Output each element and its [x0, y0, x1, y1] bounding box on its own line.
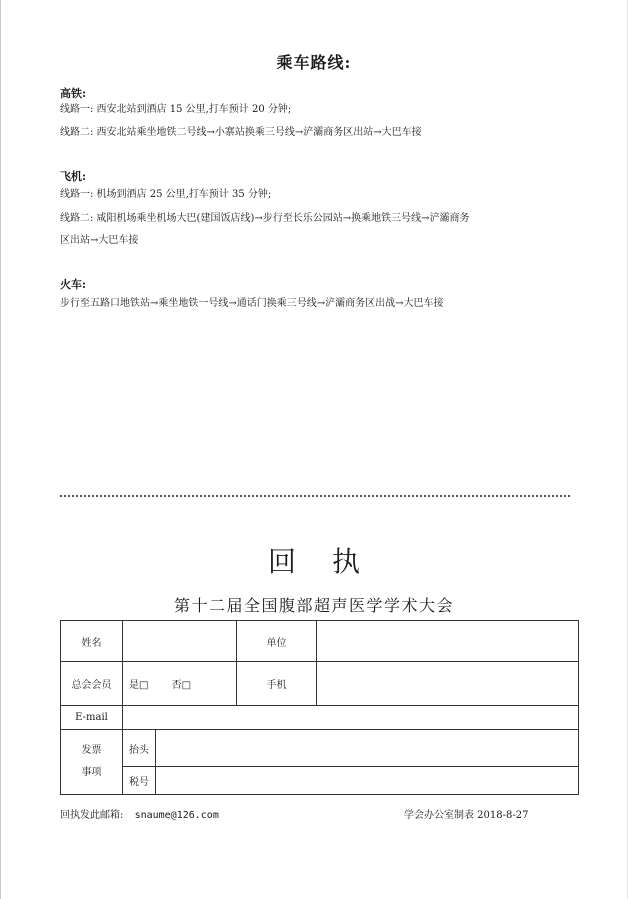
email-field[interactable] [123, 706, 579, 730]
section-heading-train: 火车: [60, 278, 87, 291]
route-line: 线路一: 西安北站到酒店 15 公里,打车预计 20 分钟; [60, 104, 292, 115]
invoice-tax-field[interactable] [156, 767, 578, 794]
invoice-label [61, 730, 123, 795]
unit-field[interactable] [317, 621, 579, 662]
reply-email: snaume@126.com [134, 810, 219, 821]
form-row-email [61, 706, 579, 730]
invoice-tax-label: 税号 [123, 767, 156, 794]
route-line: 区出站→大巴车接 [60, 235, 139, 246]
invoice-tax-cell [123, 767, 579, 795]
name-field[interactable] [123, 621, 237, 662]
form-row-member-phone [61, 662, 579, 706]
member-label: 总会会员 [61, 662, 123, 706]
conference-title: 第十二届全国腹部超声医学学术大会 [173, 596, 454, 615]
form-row-invoice-header [61, 730, 579, 767]
section-heading-airplane: 飞机: [60, 170, 87, 183]
cut-line-divider [60, 495, 570, 497]
member-no-checkbox[interactable]: 否□ [171, 680, 192, 691]
name-label: 姓名 [61, 621, 123, 662]
form-row-name-unit [61, 621, 579, 662]
footer-send-to [60, 806, 219, 821]
route-line: 步行至五路口地铁站→乘坐地铁一号线→通话门换乘三号线→浐灞商务区出战→大巴车接 [60, 298, 444, 309]
invoice-header-label: 抬头 [123, 730, 156, 766]
email-label: E-mail [61, 706, 123, 730]
send-label: 回执发此邮箱: [60, 810, 124, 821]
route-line: 线路二: 西安北站乘坐地铁二号线→小寨站换乘三号线→浐灞商务区出站→大巴车接 [60, 127, 422, 138]
phone-field[interactable] [317, 662, 579, 706]
footer-maker: 学会办公室制表 2018-8-27 [404, 810, 529, 821]
phone-label: 手机 [237, 662, 317, 706]
invoice-header-cell [123, 730, 579, 767]
page-left-edge [0, 0, 1, 899]
route-line: 线路二: 咸阳机场乘坐机场大巴(建国饭店线)→步行至长乐公园站→换乘地铁三号线→浐灞商务 [60, 213, 470, 224]
member-yes-checkbox[interactable]: 是□ [129, 680, 149, 691]
invoice-label-line1: 发票 [81, 745, 102, 756]
route-title: 乘车路线: [276, 53, 352, 72]
reply-form-table [60, 620, 579, 795]
section-heading-highspeed-rail: 高铁: [60, 87, 87, 100]
form-row-invoice-tax [61, 767, 579, 795]
invoice-label-line2: 事项 [81, 767, 102, 778]
route-line: 线路一: 机场到酒店 25 公里,打车预计 35 分钟; [60, 189, 272, 200]
invoice-header-field[interactable] [156, 730, 578, 766]
reply-title: 回执 [267, 545, 396, 578]
member-choice [123, 662, 237, 706]
unit-label: 单位 [237, 621, 317, 662]
